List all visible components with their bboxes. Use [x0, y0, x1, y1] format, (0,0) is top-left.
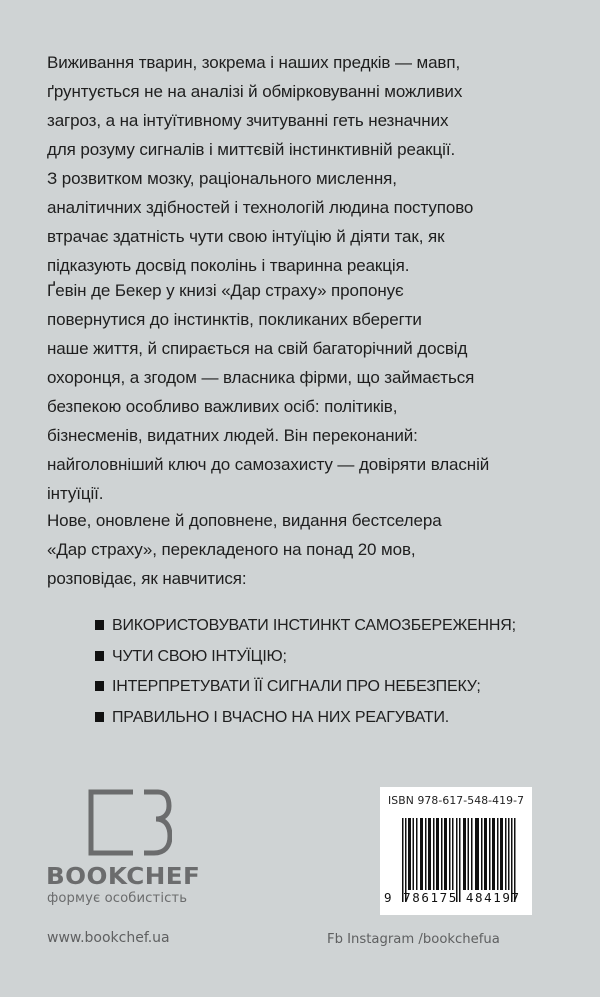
text-line: наше життя, й спирається на свій багаторічний досвід: [47, 339, 468, 358]
square-bullet-icon: [95, 651, 104, 661]
skills-list: [95, 611, 516, 733]
text-line: найголовніший ключ до самозахисту — довіряти власній: [47, 455, 490, 474]
text-line: Виживання тварин, зокрема і наших предків — мавп,: [47, 53, 461, 72]
list-item-text: ВИКОРИСТОВУВАТИ ІНСТИНКТ САМОЗБЕРЕЖЕННЯ;: [112, 617, 516, 634]
text-line: безпекою особливо важливих осіб: політиків,: [47, 397, 398, 416]
bookchef-logo-icon: [88, 789, 172, 857]
barcode-digits-right: 484197: [465, 890, 521, 905]
description-paragraph-1: [47, 48, 567, 280]
text-line: загроз, а на інтуїтивному зчитуванні геть незначних: [47, 111, 449, 130]
square-bullet-icon: [95, 712, 104, 722]
list-item-text: ЧУТИ СВОЮ ІНТУЇЦІЮ;: [112, 647, 287, 665]
text-line: ґрунтується не на аналізі й обмірковуванні можливих: [47, 82, 463, 101]
isbn-barcode: [380, 787, 532, 915]
publisher-website: www.bookchef.ua: [47, 930, 170, 946]
publisher-name: BOOKCHEF: [46, 864, 201, 890]
barcode-digit-first: 9: [384, 890, 394, 905]
isbn-label: ISBN 978-617-548-419-7: [388, 794, 525, 807]
text-line: підказують досвід поколінь і тваринна реакція.: [47, 256, 410, 275]
text-line: повернутися до інстинктів, покликаних вберегти: [47, 310, 422, 329]
list-item-text: ІНТЕРПРЕТУВАТИ ЇЇ СИГНАЛИ ПРО НЕБЕЗПЕКУ;: [112, 678, 481, 695]
list-item: [95, 703, 516, 734]
text-line: охоронця, а згодом — власника фірми, що займається: [47, 368, 475, 387]
text-line: З розвитком мозку, раціонального мислення,: [47, 169, 397, 188]
list-item: [95, 672, 516, 703]
list-item: [95, 611, 516, 642]
text-line: розповідає, як навчитися:: [47, 569, 247, 588]
barcode-digits: [384, 890, 521, 905]
list-item-text: ПРАВИЛЬНО І ВЧАСНО НА НИХ РЕАГУВАТИ.: [112, 708, 449, 726]
publisher-social: Fb Instagram /bookchefua: [327, 932, 500, 947]
text-line: бізнесменів, видатних людей. Він переконаний:: [47, 426, 418, 445]
description-paragraph-3: [47, 506, 567, 593]
text-line: інтуїції.: [47, 484, 104, 503]
text-line: «Дар страху», перекладеного на понад 20 мов,: [47, 540, 416, 559]
text-line: для розуму сигналів і миттєвій інстинктивній реакції.: [47, 140, 456, 159]
list-item: [95, 642, 516, 673]
publisher-tagline: формує особистість: [47, 891, 188, 906]
description-paragraph-2: [47, 276, 567, 508]
text-line: Ґевін де Бекер у книзі «Дар страху» пропонує: [47, 281, 404, 300]
text-line: Нове, оновлене й доповнене, видання бестселера: [47, 511, 442, 530]
text-line: втрачає здатність чути свою інтуїцію й діяти так, як: [47, 227, 445, 246]
text-line: аналітичних здібностей і технологій людина поступово: [47, 198, 474, 217]
square-bullet-icon: [95, 620, 104, 630]
barcode-digits-left: 786175: [403, 890, 458, 905]
square-bullet-icon: [95, 681, 104, 691]
